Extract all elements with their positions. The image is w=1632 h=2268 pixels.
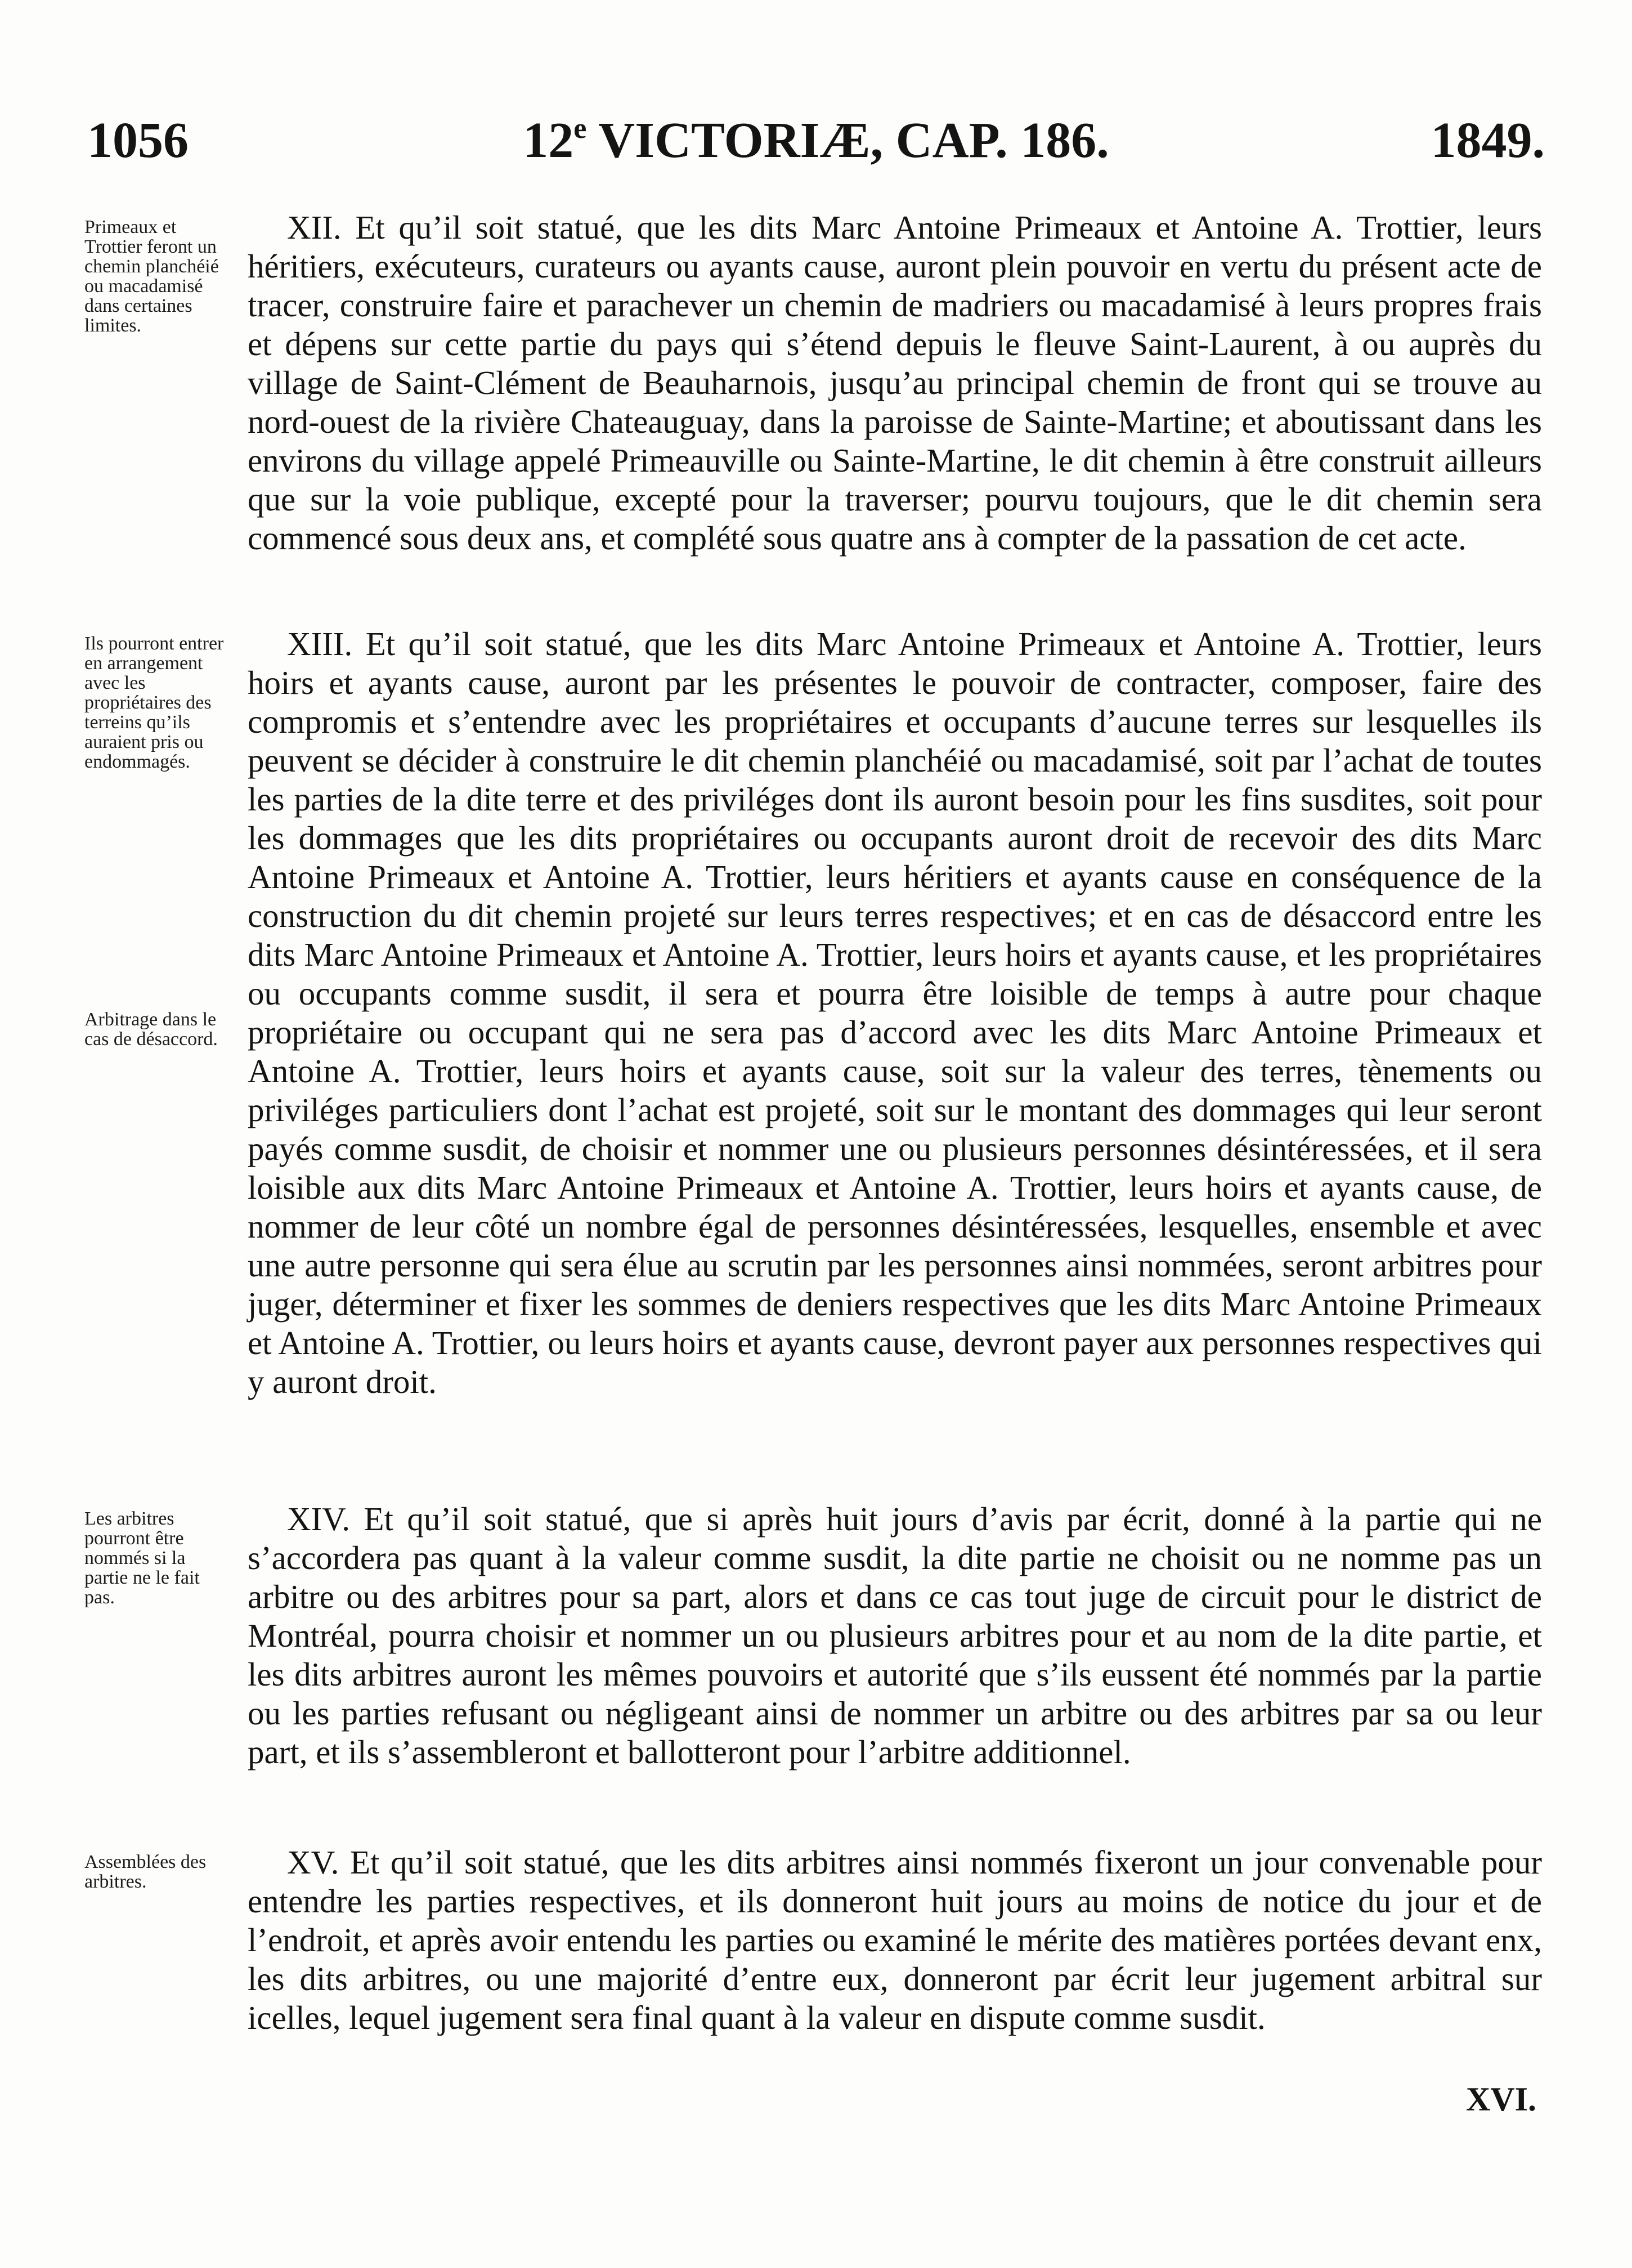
running-title [87, 110, 1545, 172]
section-xiii-text: Et qu’il soit statué, que les dits Marc Antoine Primeaux et Antoine A. Trottier, leurs hoirs et ayants cause, auront par les présentes le pouvoir de contracter, composer, faire des compromis et s’entendre avec les propriétaires et occupants d’aucune terres sur lesquelles ils peuvent se décider à construire le dit chemin planchéié ou macadamisé, soit par l’achat de toutes les parties de la dite terre et des priviléges dont ils auront besoin pour les fins susdites, soit pour les dommages que les dits propriétaires ou occupants auront droit de recevoir des dits Marc Antoine Primeaux et Antoine A. Trottier, leurs héritiers et ayants cause en conséquence de la construction du dit chemin projeté sur leurs terres respectives; et en cas de désaccord entre les dits Marc Antoine Primeaux et Antoine A. Trottier, leurs hoirs et ayants cause, et les propriétaires ou occupants comme susdit, il sera et pourra être loisible de temps à autre pour chaque propriétaire ou occupant qui ne sera pas d’accord avec les dits Marc Antoine Primeaux et Antoine A. Trottier, leurs hoirs et ayants cause, soit sur la valeur des terres, tènements ou priviléges particuliers dont l’achat est projeté, soit sur le montant des dommages qui leur seront payés comme susdit, de choisir et nommer une ou plusieurs personnes désintéressées, et il sera loisible aux dits Marc Antoine Primeaux et Antoine A. Trottier, leurs hoirs et ayants cause, de nommer de leur côté un nombre égal de personnes désintéressées, lesquelles, ensemble et avec une autre personne qui sera élue au scrutin par les personnes ainsi nommées, seront arbitres pour juger, déterminer et fixer les sommes de deniers respectives que les dits Marc Antoine Primeaux et Antoine A. Trottier, ou leurs hoirs et ayants cause, devront payer aux personnes respectives qui y auront droit. [248, 625, 1543, 1400]
section-xv-body [248, 1843, 1542, 2037]
margin-note-xv: Assemblées des arbitres. [84, 1852, 207, 1892]
section-xii-body [248, 208, 1542, 558]
chapter-title: VICTORIÆ, CAP. 186. [586, 113, 1109, 168]
regnal-year: 12 [523, 113, 574, 168]
year: 1849. [1431, 113, 1545, 168]
margin-note-xii: Primeaux et Trottier feront un chemin planchéié ou macadamisé dans certaines limites. [84, 217, 219, 336]
section-xiv-text: Et qu’il soit statué, que si après huit jours d’avis par écrit, donné à la partie qui ne s’accordera pas quant à la valeur comme susdit, la dite partie ne choisit ou ne nomme pas un arbitre ou des arbitres pour sa part, alors et dans ce cas tout juge de circuit pour le district de Montréal, pourra choisir et nommer un ou plusieurs arbitres pour et au nom de la dite partie, et les dits arbitres auront les mêmes pouvoirs et autorité que s’ils eussent été nommés par la partie ou les parties refusant ou négligeant ainsi de nommer un arbitre ou des arbitres par sa ou leur part, et ils s’assembleront et ballotteront pour l’arbitre additionnel. [248, 1500, 1543, 1771]
section-number-xiv: XIV. [287, 1500, 351, 1538]
margin-note-xiii-arbitrage: Arbitrage dans le cas de désaccord. [84, 1009, 218, 1050]
section-xii-text: Et qu’il soit statué, que les dits Marc Antoine Primeaux et Antoine A. Trottier, leurs héritiers, exécuteurs, curateurs ou ayants cause, auront plein pouvoir en vertu du présent acte de tracer, construire faire et parachever un chemin de madriers ou macadamisé à leurs propres frais et dépens sur cette partie du pays qui s’étend depuis le fleuve Saint-Laurent, à ou auprès du village de Saint-Clément de Beauharnois, jusqu’au principal chemin de front qui se trouve au nord-ouest de la rivière Chateauguay, dans la paroisse de Sainte-Martine; et aboutissant dans les environs du village appelé Primeauville ou Sainte-Martine, le dit chemin à être construit ailleurs que sur la voie publique, excepté pour la traverser; pourvu toujours, que le dit chemin sera commencé sous deux ans, et complété sous quatre ans à compter de la passation de cet acte. [248, 209, 1543, 557]
margin-note-xiv: Les arbitres pourront être nommés si la partie ne le fait pas. [84, 1508, 200, 1608]
section-number-xii: XII. [287, 209, 342, 246]
section-number-xv: XV. [287, 1844, 339, 1881]
section-xv-text: Et qu’il soit statué, que les dits arbitres ainsi nommés fixeront un jour convenable pour entendre les parties respectives, et ils donneront huit jours au moins de notice du jour et de l’endroit, et après avoir entendu les parties ou examiné le mérite des matières portées devant enx, les dits arbitres, ou une majorité d’entre eux, donneront par écrit leur jugement arbitral sur icelles, lequel jugement sera final quant à la valeur en dispute comme susdit. [248, 1844, 1542, 2036]
section-number-xiii: XIII. [287, 625, 353, 662]
section-xiii-body [248, 625, 1542, 1401]
margin-note-xiii: Ils pourront entrer en arrangement avec les propriétaires des terreins qu’ils auraient pris ou endommagés. [84, 633, 224, 772]
section-xiv-body [248, 1500, 1542, 1772]
catchword: XVI. [1465, 2081, 1536, 2118]
page-number: 1056 [87, 113, 189, 168]
page-header [87, 110, 1545, 172]
regnal-superscript: e [573, 113, 587, 145]
